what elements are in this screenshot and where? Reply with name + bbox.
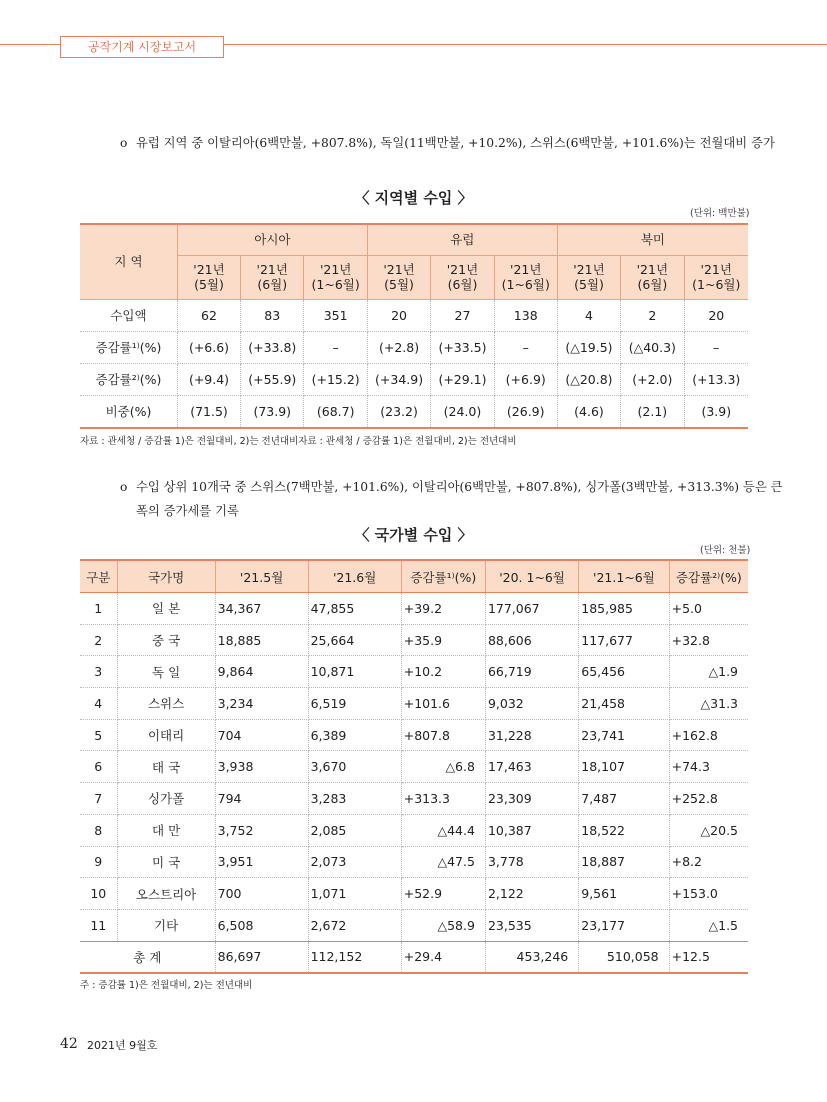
table-cell: 66,719 <box>485 656 578 688</box>
period-month: (1~6월) <box>501 277 550 292</box>
table-cell: 9 <box>80 846 117 878</box>
table-cell: 6,508 <box>215 909 308 941</box>
table-row <box>80 814 748 846</box>
table-cell: 47,855 <box>308 593 401 625</box>
table-cell: +12.5 <box>669 941 748 973</box>
table-cell: (△19.5) <box>557 331 620 363</box>
column-header: '20. 1~6월 <box>485 560 578 593</box>
table-cell: +39.2 <box>401 593 485 625</box>
table-cell: 20 <box>367 299 430 331</box>
table-cell: (+29.1) <box>431 363 494 395</box>
table-cell: 오스트리아 <box>117 878 215 910</box>
table-cell: 2,672 <box>308 909 401 941</box>
table-cell: 3,234 <box>215 688 308 720</box>
table-cell: (23.2) <box>367 395 430 428</box>
column-header: 국가명 <box>117 560 215 593</box>
table-cell: +35.9 <box>401 624 485 656</box>
table-cell: 2,085 <box>308 814 401 846</box>
table-row <box>80 751 748 783</box>
table-row <box>80 688 748 720</box>
table-row <box>80 593 748 625</box>
table-cell: 3,951 <box>215 846 308 878</box>
table-cell: 1,071 <box>308 878 401 910</box>
table-row <box>80 878 748 910</box>
table-cell: +32.8 <box>669 624 748 656</box>
period-header <box>494 255 557 299</box>
table-cell: 351 <box>304 299 367 331</box>
table-cell: △47.5 <box>401 846 485 878</box>
period-month: (1~6월) <box>692 277 741 292</box>
page-number: 42 <box>60 1036 78 1052</box>
table-cell: 65,456 <box>579 656 669 688</box>
table-cell: 86,697 <box>215 941 308 973</box>
table-cell: +313.3 <box>401 783 485 815</box>
table-cell: 185,985 <box>579 593 669 625</box>
table-cell: △1.9 <box>669 656 748 688</box>
period-header <box>367 255 430 299</box>
table-cell: △20.5 <box>669 814 748 846</box>
table-cell: (+6.9) <box>494 363 557 395</box>
table-row <box>80 783 748 815</box>
row-label: 증감률¹⁾(%) <box>80 331 177 363</box>
period-year: '21년 <box>319 262 352 277</box>
table-row <box>80 363 748 395</box>
table-cell: +29.4 <box>401 941 485 973</box>
table-cell: 2,122 <box>485 878 578 910</box>
table-cell: 31,228 <box>485 719 578 751</box>
table-cell: 3,778 <box>485 846 578 878</box>
table-cell: (71.5) <box>177 395 240 428</box>
table-cell: (+33.5) <box>431 331 494 363</box>
period-year: '21년 <box>193 262 225 277</box>
table-cell: 미 국 <box>117 846 215 878</box>
period-year: '21년 <box>700 262 732 277</box>
period-year: '21년 <box>256 262 288 277</box>
table-cell: 스위스 <box>117 688 215 720</box>
table-cell: +74.3 <box>669 751 748 783</box>
table-row <box>80 846 748 878</box>
table-cell: 27 <box>431 299 494 331</box>
table-cell: △6.8 <box>401 751 485 783</box>
period-month: (1~6월) <box>311 277 360 292</box>
table-cell: (+13.3) <box>684 363 748 395</box>
table-cell: +153.0 <box>669 878 748 910</box>
table-cell: (△20.8) <box>557 363 620 395</box>
table-cell: (+9.4) <box>177 363 240 395</box>
regional-import-table <box>80 223 748 429</box>
period-header <box>177 255 240 299</box>
table-cell: 138 <box>494 299 557 331</box>
table-cell: 18,887 <box>579 846 669 878</box>
period-year: '21년 <box>446 262 479 277</box>
table-cell: 10 <box>80 878 117 910</box>
table-cell: (+55.9) <box>241 363 304 395</box>
region-group-header: 유럽 <box>367 224 557 255</box>
table-cell: (+15.2) <box>304 363 367 395</box>
bullet-top10-line2: 폭의 증가세를 기록 <box>136 504 239 518</box>
table-cell: (68.7) <box>304 395 367 428</box>
table-cell: 기타 <box>117 909 215 941</box>
column-header: 증감률²⁾(%) <box>669 560 748 593</box>
table-cell: +162.8 <box>669 719 748 751</box>
row-label: 증감률²⁾(%) <box>80 363 177 395</box>
table-cell: 3,752 <box>215 814 308 846</box>
table-cell: (73.9) <box>241 395 304 428</box>
table-cell: △31.3 <box>669 688 748 720</box>
table-cell: 8 <box>80 814 117 846</box>
table-cell: 9,561 <box>579 878 669 910</box>
table-cell: 794 <box>215 783 308 815</box>
table-cell: (+33.8) <box>241 331 304 363</box>
period-header <box>431 255 494 299</box>
period-year: '21년 <box>573 262 605 277</box>
table-cell: 6,389 <box>308 719 401 751</box>
period-year: '21년 <box>510 262 542 277</box>
table-row <box>80 395 748 428</box>
table-cell: (+2.0) <box>621 363 684 395</box>
period-year: '21년 <box>636 262 669 277</box>
table-cell: 23,741 <box>579 719 669 751</box>
table-cell: – <box>304 331 367 363</box>
table-cell: 3 <box>80 656 117 688</box>
table-cell: 4 <box>80 688 117 720</box>
table-cell: 2 <box>621 299 684 331</box>
table-cell: +8.2 <box>669 846 748 878</box>
period-header <box>684 255 748 299</box>
table-cell: 177,067 <box>485 593 578 625</box>
row-label: 수입액 <box>80 299 177 331</box>
period-month: (5월) <box>384 277 414 292</box>
table-cell: 중 국 <box>117 624 215 656</box>
table-cell: +101.6 <box>401 688 485 720</box>
country-import-table <box>80 559 748 974</box>
table-row <box>80 331 748 363</box>
table-cell: (+6.6) <box>177 331 240 363</box>
table-cell: 510,058 <box>579 941 669 973</box>
bullet-europe-text: 유럽 지역 중 이탈리아(6백만불, +807.8%), 독일(11백만불, +10.2%), 스위스(6백만불, +101.6%)는 전월대비 증가 <box>136 136 775 150</box>
table-cell: 태 국 <box>117 751 215 783</box>
table-cell: (26.9) <box>494 395 557 428</box>
table-cell: 23,177 <box>579 909 669 941</box>
table-cell: 18,885 <box>215 624 308 656</box>
table-cell: 11 <box>80 909 117 941</box>
period-month: (6월) <box>637 277 668 292</box>
total-row <box>80 941 748 973</box>
country-table-title: 〈 국가별 수입 〉 <box>354 526 473 544</box>
table-cell: 7 <box>80 783 117 815</box>
table-row <box>80 656 748 688</box>
bullet-top10-line1: 수입 상위 10개국 중 스위스(7백만불, +101.6%), 이탈리아(6백만불, +807.8%), 싱가폴(3백만불, +313.3%) 등은 큰 <box>136 480 783 494</box>
period-header <box>304 255 367 299</box>
table-row <box>80 624 748 656</box>
table-cell: 1 <box>80 593 117 625</box>
total-label: 총 계 <box>80 941 215 973</box>
column-header: 구분 <box>80 560 117 593</box>
table-cell: (4.6) <box>557 395 620 428</box>
table-cell: △44.4 <box>401 814 485 846</box>
table-cell: (2.1) <box>621 395 684 428</box>
period-header <box>557 255 620 299</box>
table-cell: +807.8 <box>401 719 485 751</box>
table-row <box>80 909 748 941</box>
bullet-mark: o <box>120 136 128 150</box>
table-cell: 6 <box>80 751 117 783</box>
table-cell: 3,938 <box>215 751 308 783</box>
table-cell: △1.5 <box>669 909 748 941</box>
period-header <box>241 255 304 299</box>
issue-label: 2021년 9월호 <box>87 1039 158 1052</box>
table-cell: 3,670 <box>308 751 401 783</box>
column-header: '21.6월 <box>308 560 401 593</box>
table-cell: 112,152 <box>308 941 401 973</box>
report-title-tab: 공작기계 시장보고서 <box>60 36 224 58</box>
table-cell: +52.9 <box>401 878 485 910</box>
region-group-header: 북미 <box>557 224 748 255</box>
table-cell: 10,387 <box>485 814 578 846</box>
table-cell: +5.0 <box>669 593 748 625</box>
table-cell: 700 <box>215 878 308 910</box>
table-cell: 34,367 <box>215 593 308 625</box>
period-month: (6월) <box>257 277 288 292</box>
table-cell: – <box>684 331 748 363</box>
table-cell: 9,032 <box>485 688 578 720</box>
table-cell: 88,606 <box>485 624 578 656</box>
regional-table-title: 〈 지역별 수입 〉 <box>354 189 473 207</box>
table-cell: 23,535 <box>485 909 578 941</box>
period-header <box>621 255 684 299</box>
table-cell: 21,458 <box>579 688 669 720</box>
table-cell: 117,677 <box>579 624 669 656</box>
table-cell: 10,871 <box>308 656 401 688</box>
table-cell: 5 <box>80 719 117 751</box>
region-group-header: 아시아 <box>177 224 367 255</box>
regional-unit: (단위: 백만불) <box>690 208 750 219</box>
table-cell: 6,519 <box>308 688 401 720</box>
period-month: (5월) <box>194 277 224 292</box>
table-cell: (△40.3) <box>621 331 684 363</box>
table-cell: (+2.8) <box>367 331 430 363</box>
period-month: (6월) <box>447 277 478 292</box>
table-cell: 18,522 <box>579 814 669 846</box>
table-cell: 2 <box>80 624 117 656</box>
period-year: '21년 <box>383 262 415 277</box>
table-cell: +10.2 <box>401 656 485 688</box>
table-cell: (+34.9) <box>367 363 430 395</box>
table-cell: 7,487 <box>579 783 669 815</box>
table-cell: 4 <box>557 299 620 331</box>
table-cell: △58.9 <box>401 909 485 941</box>
bullet-top10 <box>120 475 783 523</box>
table-cell: 독 일 <box>117 656 215 688</box>
table-cell: 20 <box>684 299 748 331</box>
table-cell: (24.0) <box>431 395 494 428</box>
table-cell: 3,283 <box>308 783 401 815</box>
table-row <box>80 719 748 751</box>
table-cell: 453,246 <box>485 941 578 973</box>
table-cell: – <box>494 331 557 363</box>
table-cell: +252.8 <box>669 783 748 815</box>
table-cell: 23,309 <box>485 783 578 815</box>
column-header: 증감률¹⁾(%) <box>401 560 485 593</box>
table-cell: 704 <box>215 719 308 751</box>
table-cell: 일 본 <box>117 593 215 625</box>
country-unit: (단위: 천불) <box>700 545 751 556</box>
table-cell: 이태리 <box>117 719 215 751</box>
table-cell: 83 <box>241 299 304 331</box>
table-cell: 62 <box>177 299 240 331</box>
column-header: '21.5월 <box>215 560 308 593</box>
table-cell: (3.9) <box>701 403 732 419</box>
period-month: (5월) <box>574 277 604 292</box>
region-header: 지 역 <box>80 224 177 299</box>
table-cell: 대 만 <box>117 814 215 846</box>
table-cell: 25,664 <box>308 624 401 656</box>
bullet-mark: o <box>120 480 128 494</box>
country-note: 주 : 증감률 1)은 전월대비, 2)는 전년대비 <box>80 980 253 991</box>
regional-note: 자료 : 관세청 / 증감률 1)은 전월대비, 2)는 전년대비자료 : 관세청 / 증감률 1)은 전월대비, 2)는 전년대비 <box>80 436 517 447</box>
table-cell: 17,463 <box>485 751 578 783</box>
table-cell: 9,864 <box>215 656 308 688</box>
table-row <box>80 299 748 331</box>
table-cell: 싱가폴 <box>117 783 215 815</box>
bullet-europe <box>120 131 775 155</box>
table-cell: 18,107 <box>579 751 669 783</box>
row-label: 비중(%) <box>80 395 177 428</box>
column-header: '21.1~6월 <box>579 560 669 593</box>
table-cell: 2,073 <box>308 846 401 878</box>
